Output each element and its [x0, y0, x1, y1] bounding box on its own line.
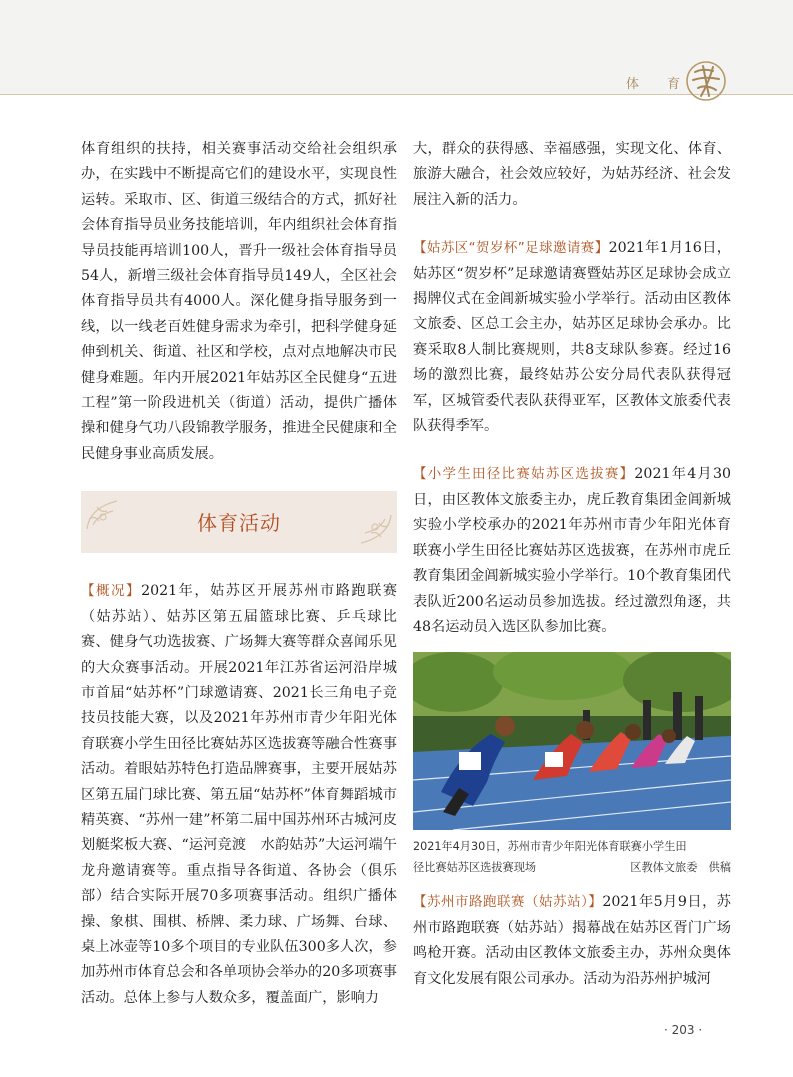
section-heading-box	[81, 491, 397, 553]
entry-road-race-tag: 【苏州市路跑联赛（姑苏站）】	[413, 894, 603, 911]
right-column	[413, 137, 731, 992]
entry-road-race-text: 2021年5月9日，苏州市路跑联赛（姑苏站）揭幕战在姑苏区胥门广场鸣枪开赛。活动由区教体文旅委主办，苏州众奥体育文化发展有限公司承办。活动为沿苏州护城河	[413, 894, 731, 987]
entry-track	[413, 462, 731, 640]
entry-football-tag: 【姑苏区“贺岁杯”足球邀请赛】	[413, 240, 609, 257]
photo-caption	[413, 836, 731, 878]
paragraph-continued: 体育组织的扶持，相关赛事活动交给社会组织承办，在实践中不断提高它们的建设水平，实现良性运转。采取市、区、街道三级结合的方式，抓好社会体育指导员业务技能培训，年内组织社会体育指导员技能再培训100人，晋升一级社会体育指导员54人，新增三级社会体育指导员149人，全区社会体育指导员共有4000人。深化健身指导服务到一线，以一线老百姓健身需求为牵引，把科学健身延伸到机关、街道、社区和学校，点对点地解决市民健身难题。年内开展2021年姑苏区全民健身“五进工程”第一阶段进机关（街道）活动，提供广播体操和健身气功八段锦教学服务，推进全民健康和全民健身事业高质发展。	[81, 141, 397, 462]
race-start-photo	[413, 652, 731, 830]
race-start-illustration	[413, 652, 731, 830]
photo-caption-line2: 径比赛姑苏区选拔赛现场	[413, 861, 537, 875]
running-section-title: 体 育	[626, 77, 693, 92]
overview-paragraph	[81, 579, 397, 1011]
photo-caption-line1: 2021年4月30日，苏州市青少年阳光体育联赛小学生田	[413, 840, 687, 854]
sports-seal-icon	[683, 58, 729, 104]
section-heading: 体育活动	[197, 511, 281, 536]
entry-track-text: 2021年4月30日，由区教体文旅委主办，虎丘教育集团金阊新城实验小学校承办的2021年苏州市青少年阳光体育联赛小学生田径比赛姑苏区选拔赛，在苏州市虎丘教育集团金阊新城实验小学举行。10个教育集团代表队近200名运动员参加选拔。经过激烈角逐，共48名运动员入选区队参加比赛。	[413, 466, 732, 635]
page-number: · 203 ·	[664, 1023, 703, 1037]
overview-text: 2021年，姑苏区开展苏州市路跑联赛（姑苏站）、姑苏区第五届篮球比赛、乒乓球比赛、健身气功选拔赛、广场舞大赛等群众喜闻乐见的大众赛事活动。开展2021年江苏省运河沿岸城市首届“姑苏杯”门球邀请赛、2021长三角电子竞技员技能大赛，以及2021年苏州市青少年阳光体育联赛小学生田径比赛姑苏区选拔赛等融合性赛事活动。着眼姑苏特色打造品牌赛事，主要开展姑苏区第五届门球比赛、第五届“姑苏杯”体育舞蹈城市精英赛、“苏州一建”杯第二届中国苏州环古城河皮划艇桨板大赛、“运河竞渡 水韵姑苏”大运河端午龙舟邀请赛等。重点指导各街道、各协会（俱乐部）结合实际开展70多项赛事活动。组织广播体操、象棋、围棋、桥牌、柔力球、广场舞、台球、桌上冰壶等10多个项目的专业队伍300多人次，参加苏州市体育总会和各单项协会举办的20多项赛事活动。总体上参与人数众多，覆盖面广，影响力	[81, 583, 398, 1006]
left-column	[81, 137, 397, 1011]
paragraph-continued-right: 大，群众的获得感、幸福感强，实现文化、体育、旅游大融合，社会效应较好，为姑苏经济、社会发展注入新的活力。	[413, 141, 731, 208]
entry-football-text: 2021年1月16日，姑苏区“贺岁杯”足球邀请赛暨姑苏区足球协会成立揭牌仪式在金阊新城实验小学举行。活动由区教体文旅委、区总工会主办，姑苏区足球协会承办。比赛采取8人制比赛规则，共8支球队参赛。经过16场的激烈比赛，最终姑苏公安分局代表队获得冠军，区城管委代表队获得亚军，区教体文旅委代表队获得季军。	[413, 240, 731, 435]
entry-track-tag: 【小学生田径比赛姑苏区选拔赛】	[413, 466, 635, 483]
entry-road-race	[413, 890, 731, 992]
entry-football	[413, 236, 731, 439]
photo-credit: 区教体文旅委 供稿	[630, 861, 731, 875]
header-rule	[0, 94, 793, 95]
overview-tag: 【概况】	[81, 583, 142, 600]
